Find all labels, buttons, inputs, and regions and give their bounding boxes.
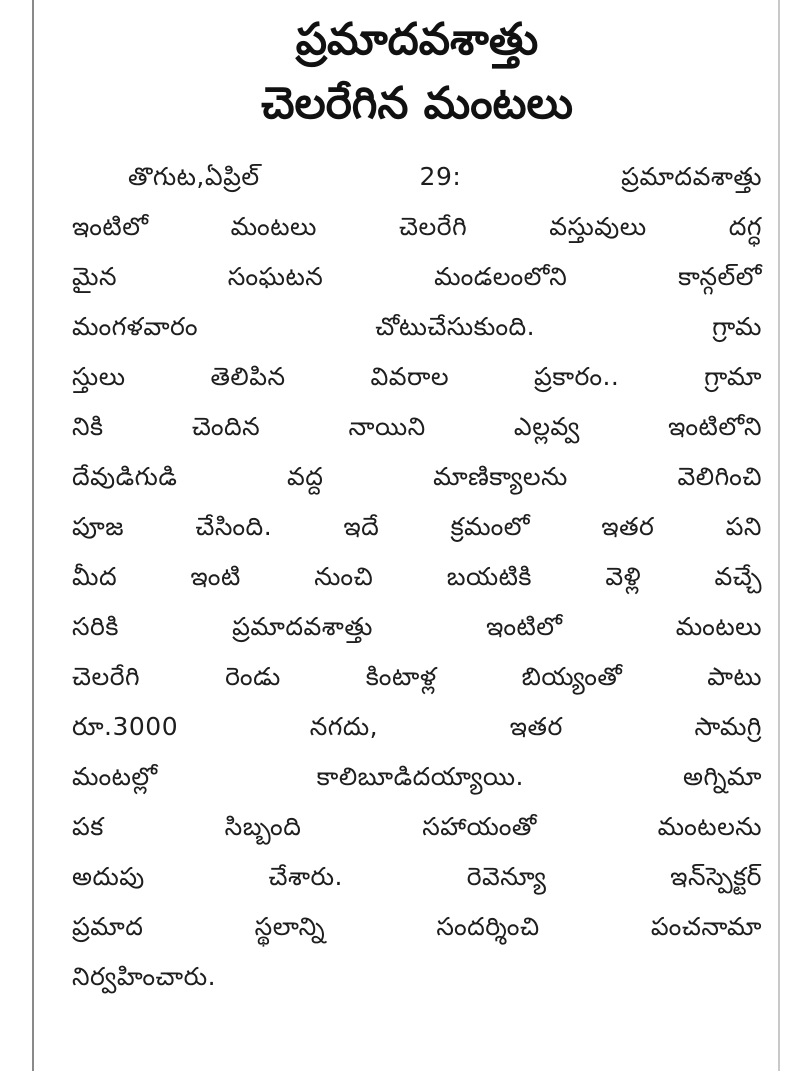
body-line: మైన సంఘటన మండలంలోని కాన్గల్‌లో	[72, 262, 762, 291]
body-line: తొగుట,ఏప్రిల్ 29: ప్రమాదవశాత్తు	[128, 162, 762, 191]
body-line: స్తులు తెలిపిన వివరాల ప్రకారం.. గ్రామా	[72, 362, 762, 391]
body-line: మంటల్లో కాలిబూడిదయ్యాయి. అగ్నిమా	[72, 762, 762, 791]
headline	[72, 8, 762, 136]
article-body	[72, 152, 762, 1002]
body-line: పూజ చేసింది. ఇదే క్రమంలో ఇతర పని	[72, 512, 762, 541]
news-clipping	[72, 8, 762, 1002]
body-line: సరికి ప్రమాదవశాత్తు ఇంటిలో మంటలు	[72, 612, 762, 641]
body-line: ఇంటిలో మంటలు చెలరేగి వస్తువులు దగ్ధ	[72, 212, 762, 241]
column-divider-right	[778, 0, 780, 1071]
body-line: అదుపు చేశారు. రెవెన్యూ ఇన్‌స్పెక్టర్	[72, 862, 762, 891]
headline-line-1: ప్రమాదవశాత్తు	[295, 14, 539, 65]
body-line: మీద ఇంటి నుంచి బయటికి వెళ్లి వచ్చే	[72, 562, 762, 591]
headline-line-2: చెలరేగిన మంటలు	[261, 78, 573, 129]
column-divider-left	[32, 0, 34, 1071]
body-line: నిర్వహించారు.	[72, 962, 217, 991]
body-line: చెలరేగి రెండు కింటాళ్ల బియ్యంతో పాటు	[72, 662, 762, 691]
body-line: పక సిబ్బంది సహాయంతో మంటలను	[72, 812, 762, 841]
body-line: రూ.3000 నగదు, ఇతర సామగ్రి	[72, 712, 762, 741]
body-line: నికి చెందిన నాయిని ఎల్లవ్వ ఇంటిలోని	[72, 412, 762, 441]
body-line: ప్రమాద స్థలాన్ని సందర్శించి పంచనామా	[72, 912, 762, 941]
body-line: దేవుడిగుడి వద్ద మాణిక్యాలను వెలిగించి	[72, 462, 762, 491]
body-line: మంగళవారం చోటుచేసుకుంది. గ్రామ	[72, 312, 762, 341]
